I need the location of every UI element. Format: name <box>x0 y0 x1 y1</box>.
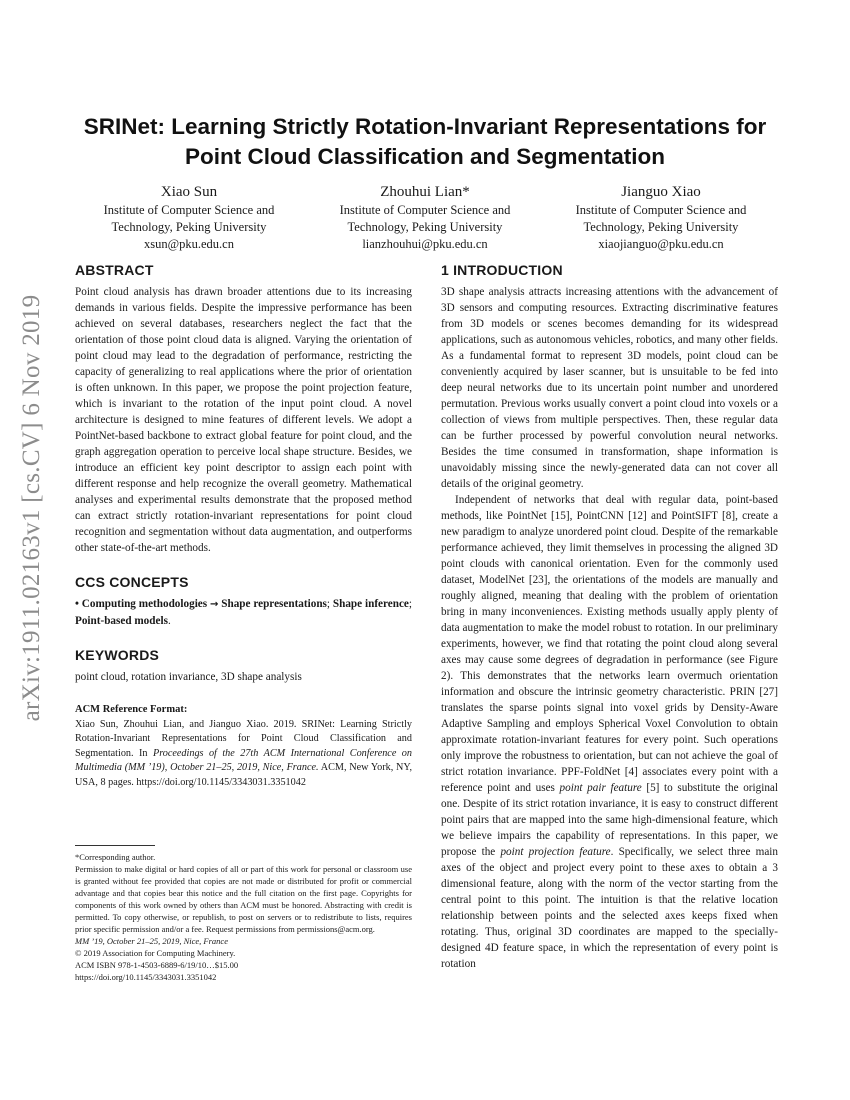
author-affiliation: Technology, Peking University <box>111 220 267 234</box>
author-email: xsun@pku.edu.cn <box>144 237 234 251</box>
author-1 <box>75 182 303 253</box>
doi-link[interactable]: https://doi.org/10.1145/3343031.3351042 <box>75 972 217 982</box>
abstract-text: Point cloud analysis has drawn broader attentions due to its increasing demands in various fields. Despite the impressive performance has been achieved on several databases, researchers neglect the fact that the orientation of those point cloud data is aligned. Varying the orientation of point cloud may lead to the degradation of performance, restricting the capacity of generalizing to real applications where the prior of orientation is often unknown. In this paper, we propose the point projection feature, which is invariant to the rotation of the input point cloud. A novel architecture is designed to mine features of different levels. We adopt a PointNet-based backbone to extract global feature for point cloud, and the graph aggregation operation to perceive local shape structure. Besides, we introduce an efficient key point descriptor to assign each point with different response and help recognize the overall geometry. Mathematical analyses and experimental results demonstrate that the proposed method can extract strictly rotation-invariant representations for point cloud recognition and segmentation without data augmentation, and outperforms other state-of-the-art methods. <box>75 286 412 554</box>
title-line-1: SRINet: Learning Strictly Rotation-Invariant Representations for <box>83 114 767 139</box>
author-affiliation: Institute of Computer Science and <box>339 203 511 217</box>
acm-reference <box>75 703 412 790</box>
isbn-note: ACM ISBN 978-1-4503-6889-6/19/10…$15.00 <box>75 960 239 970</box>
author-name: Xiao Sun <box>160 184 218 200</box>
ccs-section <box>75 574 412 629</box>
intro-paragraph-2: Independent of networks that deal with regular data, point-based methods, like PointNet [15], PointCNN [12] and PointSIFT [8], create a new paradigm to analyze unordered point cloud. Despite of the remarkable performance achieved, they limit themselves in processing the aligned 3D point clouds with canonical orientation. Even for the commonly used dataset, ModelNet [23], the orientations of the models are manually and roughly aligned, meaning that dealing with the problem of orientation bring in many inconveniences. Existing methods usually apply plenty of data augmentation to make the model robust to rotation. In our preliminary experiments, however, we find that rotating the point cloud along several axes may cause some degrees of degradation in performance (see Figure 2). This demonstrates that the networks learn overmuch orientation information and obscure the intrinsic geometry characteristic. PRIN [27] translates the sparse points signal into voxel grids by Density-Aware Adaptive Sampling and employs Spherical Voxel Convolution to obtain approximate rotation-invariant features for every point. Such operations only improve the robustness to orientation, but can not achieve the goal of strict rotation invariance. PPF-FoldNet [4] associates every point with a reference point and uses point pair feature [5] to substitute the original one. Despite of its strict rotation invariance, it is easy to construct different point pairs that are mapped into the same high-dimensional feature, which we believe impairs the capability of representations. In this paper, we propose the point projection feature. Specifically, we select three main axes of the object and project every point to these axes to obtain a 3 dimensional feature, along with the norm of the vector starting from the central point to this point. The intuition is that the relative location relationship between points and the selected axes keeps fixed when rotating. Thus, original 3D coordinates are mapped to the specially-designed 4D feature space, in which the representation of every point is rotation <box>441 494 779 970</box>
permission-note: Permission to make digital or hard copies of all or part of this work for personal or classroom use is granted without fee provided that copies are not made or distributed for profit or commercial advantage and that copies bear this notice and the full citation on the first page. Copyrights for components of this work owned by others than ACM must be honored. Abstracting with credit is permitted. To copy otherwise, or republish, to post on servers or to redistribute to lists, requires prior specific permission and/or a fee. Request permissions from permissions@acm.org. <box>75 864 412 934</box>
author-affiliation: Technology, Peking University <box>583 220 739 234</box>
keywords-text: point cloud, rotation invariance, 3D shape analysis <box>75 671 302 683</box>
acm-reference-text: Xiao Sun, Zhouhui Lian, and Jianguo Xiao. 2019. SRINet: Learning Strictly Rotation-Invariant Representations for Point Cloud Classification and Segmentation. In Proceedings of the 27th ACM International Conference on Multimedia (MM ’19), October 21–25, 2019, Nice, France. ACM, New York, NY, USA, 8 pages. https://doi.org/10.1145/3343031.3351042 <box>75 718 412 788</box>
author-name: Zhouhui Lian* <box>380 184 470 200</box>
paper-title <box>60 112 790 172</box>
author-affiliation: Technology, Peking University <box>347 220 503 234</box>
author-block <box>75 182 775 253</box>
author-2 <box>311 182 539 253</box>
title-line-2: Point Cloud Classification and Segmentation <box>184 144 666 169</box>
author-affiliation: Institute of Computer Science and <box>575 203 747 217</box>
footnote <box>75 851 412 983</box>
author-name: Jianguo Xiao <box>621 184 701 200</box>
abstract-heading: ABSTRACT <box>75 262 154 278</box>
author-email: lianzhouhui@pku.edu.cn <box>362 237 488 251</box>
author-email: xiaojianguo@pku.edu.cn <box>598 237 724 251</box>
author-3 <box>547 182 775 253</box>
acm-reference-heading: ACM Reference Format: <box>75 704 188 715</box>
intro-paragraph-1: 3D shape analysis attracts increasing attentions with the advancement of 3D sensors and computing resources. Extracting discriminative features from 3D models or scenes becomes demanding for its widespread applications, such as autonomous vehicles, robotics, and many other fields. As a fundamental format to represent 3D models, point cloud can be conveniently acquired by laser scanner, but is unsuitable to be fed into deep neural networks due to its uncertain point number and unordered permutation. Previous works usually convert a point cloud into voxels or a collection of views from multiple perspectives. Then, these regular data can be further processed by powerful convolution neural networks. Besides the time consumed in transformation, shape information is unavoidably missing since the newly-generated data can not cover all details of the original geometry. <box>441 286 778 490</box>
left-column <box>75 262 412 790</box>
author-affiliation: Institute of Computer Science and <box>103 203 275 217</box>
footnote-rule <box>75 845 155 846</box>
arxiv-stamp <box>12 268 52 748</box>
right-column <box>441 262 778 972</box>
keywords-section <box>75 647 412 685</box>
conference-note: MM ’19, October 21–25, 2019, Nice, France <box>75 936 228 946</box>
keywords-heading: KEYWORDS <box>75 647 160 663</box>
corresponding-note: *Corresponding author. <box>75 852 156 862</box>
arxiv-id: arXiv:1911.02163v1 [cs.CV] 6 Nov 2019 <box>18 294 45 722</box>
ccs-heading: CCS CONCEPTS <box>75 574 189 590</box>
ccs-text: • Computing methodologies → Shape representations; Shape inference; Point-based models. <box>75 598 412 627</box>
copyright-note: © 2019 Association for Computing Machinery. <box>75 948 236 958</box>
intro-heading: 1 INTRODUCTION <box>441 262 563 278</box>
